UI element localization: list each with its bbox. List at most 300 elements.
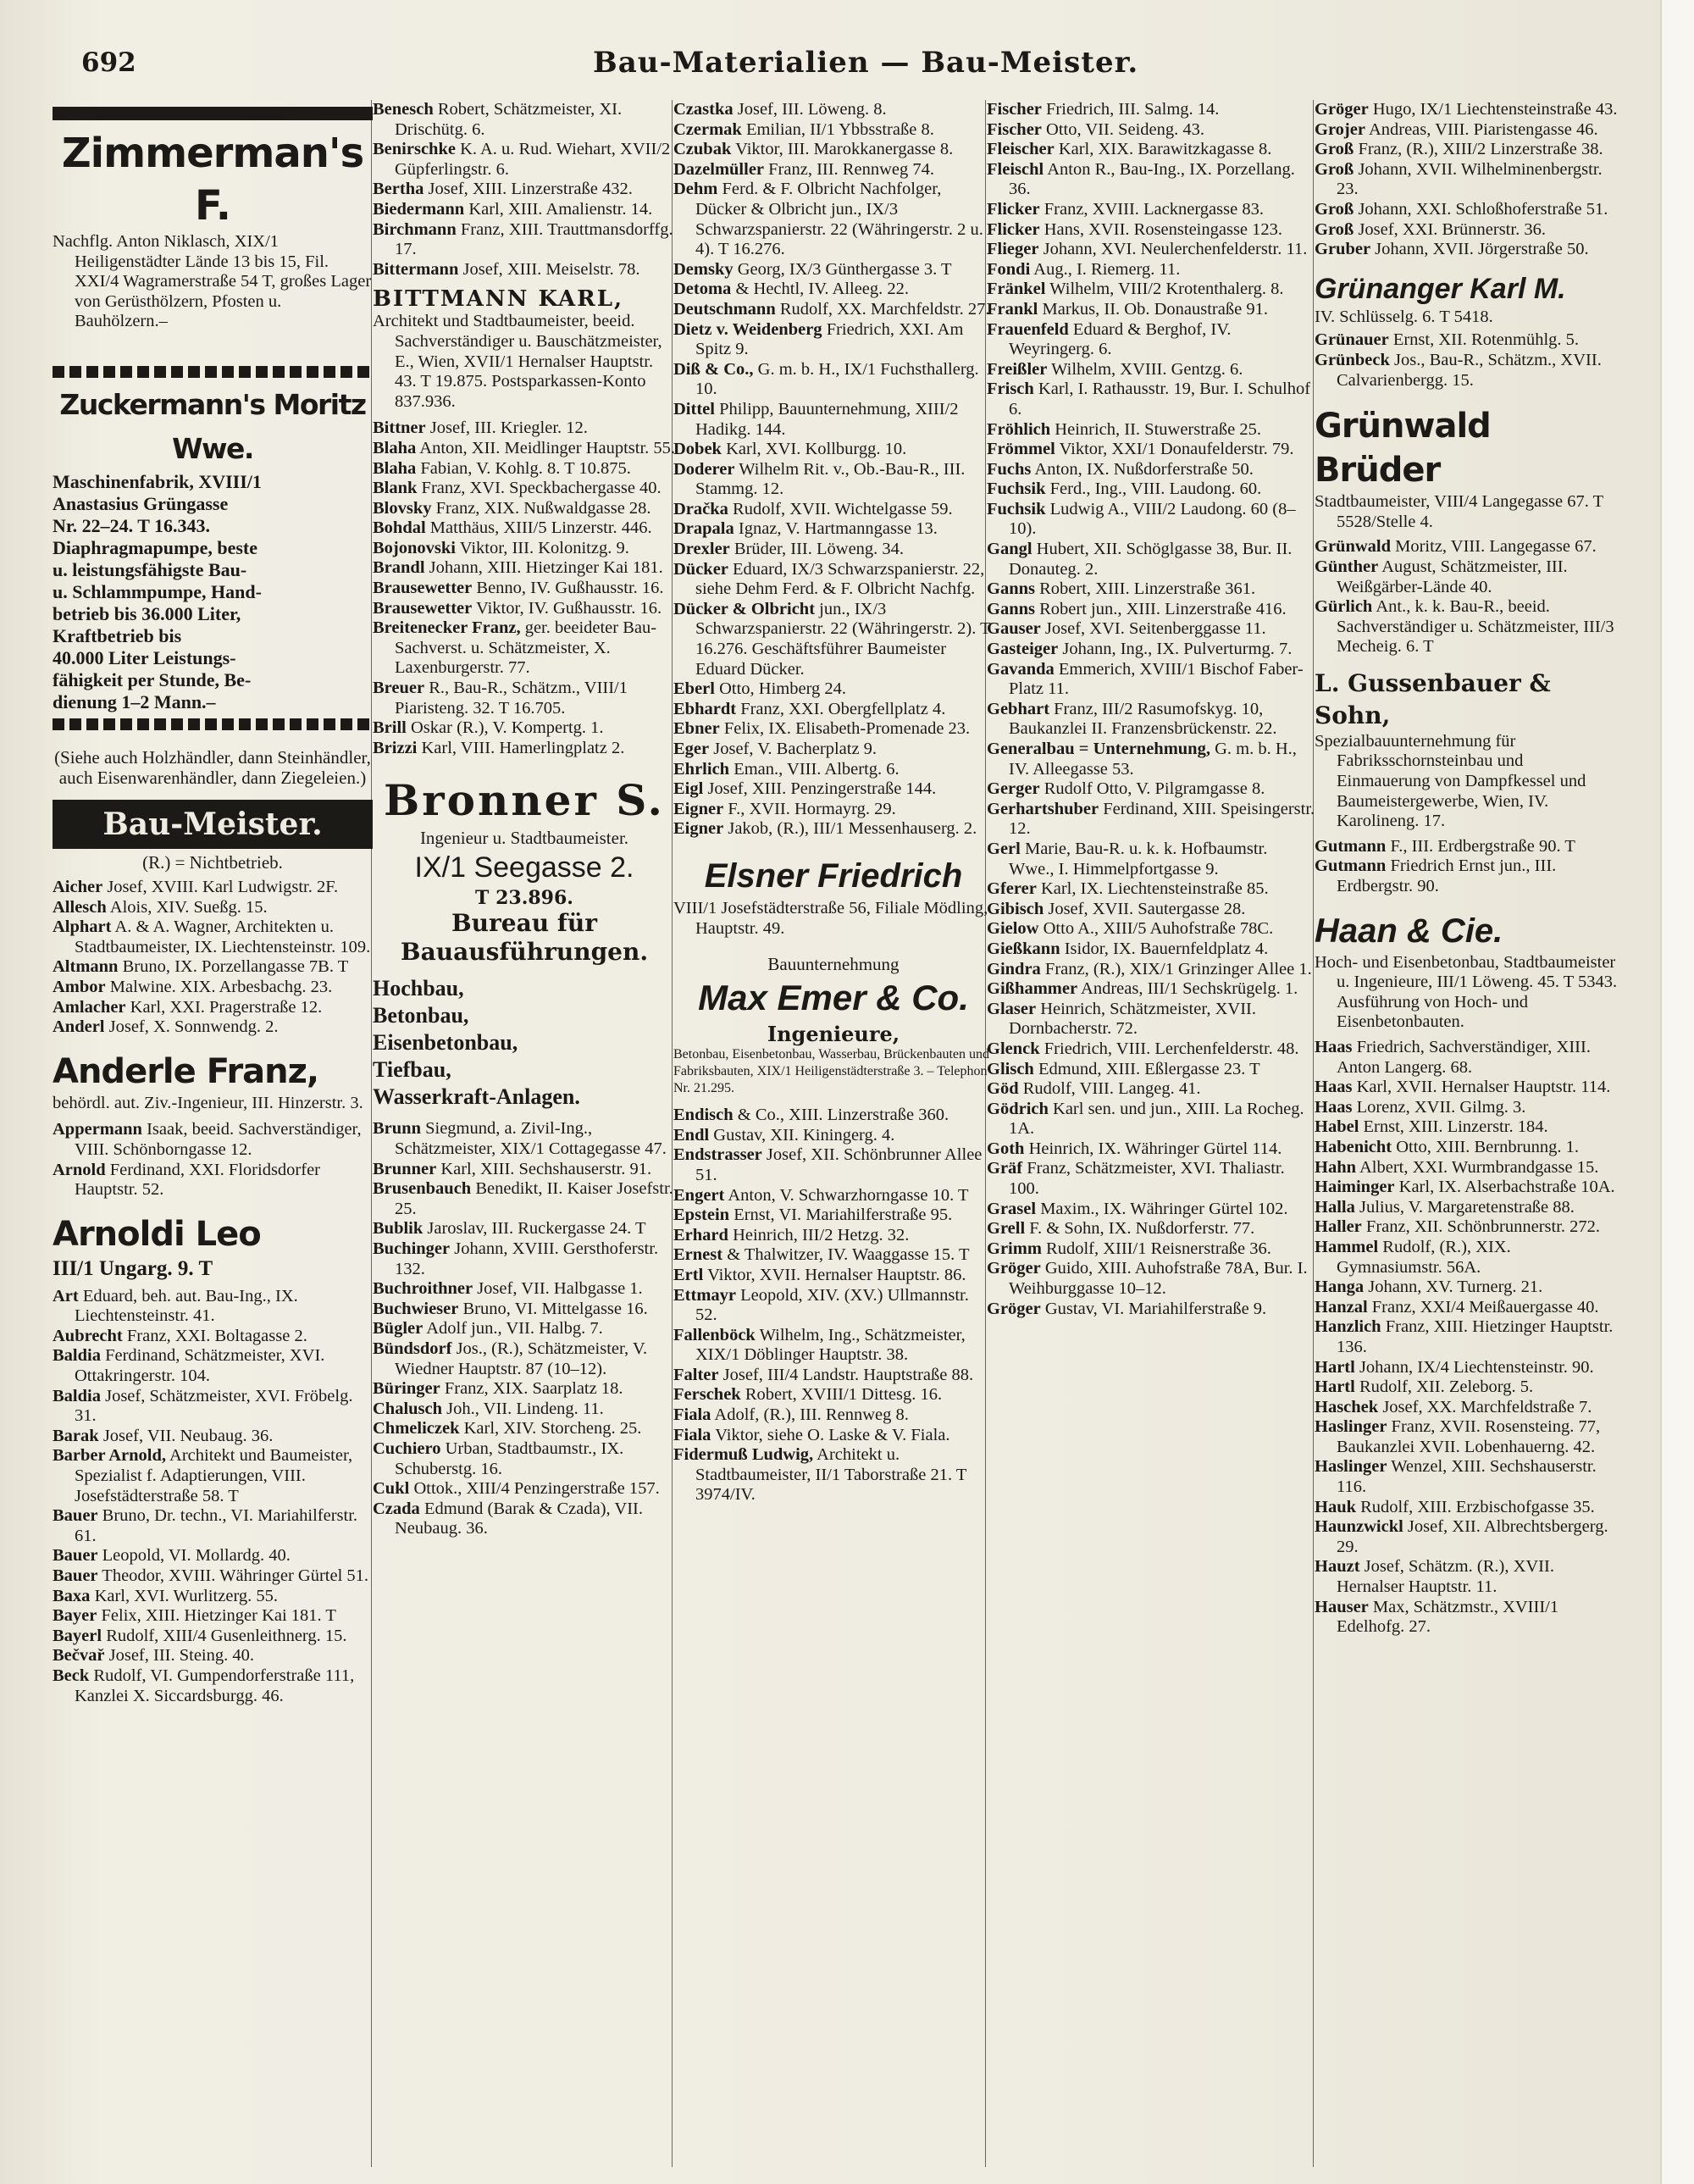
entry-details: Friedrich, Sachverständiger, XIII. Anton Langerg. 68. — [1337, 1038, 1591, 1077]
entry-details: Brüder, III. Löweng. 34. — [734, 540, 905, 559]
directory-entry — [1315, 1098, 1619, 1118]
entry-name: Baldia — [53, 1346, 101, 1366]
entry-name: Gröger — [987, 1259, 1041, 1278]
ad-text: III/1 Ungarg. 9. T — [53, 1256, 213, 1280]
page-heading: Bau-Materialien — Bau-Meister. — [593, 46, 1139, 80]
directory-entry — [1315, 120, 1619, 141]
directory-entry — [987, 779, 1315, 800]
entry-details: Franz, XIII. Hietzinger Hauptstr. 136. — [1337, 1317, 1614, 1356]
entry-details: Andreas, III/1 Sechskrügelg. 1. — [1081, 979, 1298, 999]
entry-list — [373, 419, 676, 758]
directory-entry — [53, 1627, 373, 1647]
entry-details: Josef, XVI. Seitenberggasse 11. — [1044, 619, 1266, 639]
directory-entry — [53, 1346, 373, 1386]
ad-rule — [53, 366, 373, 378]
column-1 — [53, 100, 373, 1706]
entry-name: Czada — [373, 1499, 420, 1518]
directory-entry — [1315, 837, 1619, 857]
entry-name: Dittel — [673, 399, 715, 419]
entry-details: Ignaz, V. Hartmanngasse 13. — [738, 519, 938, 539]
directory-entry — [987, 260, 1315, 280]
directory-entry — [987, 600, 1315, 620]
entry-name: Frömmel — [987, 440, 1055, 459]
entry-details: Josef, Schätzmeister, XVI. Fröbelg. 31. — [75, 1386, 353, 1426]
directory-entry — [673, 1405, 994, 1426]
entry-details: Josef, XIII. Meiselstr. 78. — [462, 259, 640, 279]
directory-entry — [373, 439, 676, 459]
entry-name: Gferer — [987, 879, 1037, 899]
directory-entry — [673, 100, 994, 120]
entry-details: Eduard, beh. aut. Bau-Ing., IX. Liechtensteinstr. 41. — [75, 1286, 298, 1326]
entry-name: Bauer — [53, 1546, 98, 1566]
entry-name: Engert — [673, 1185, 725, 1205]
ad-phone: T 23.896. — [475, 887, 573, 910]
directory-entry — [373, 499, 676, 519]
entry-details: Malwine. XIX. Arbesbachg. 23. — [109, 977, 333, 996]
entry-details: Viktor, III. Kolonitzg. 9. — [459, 538, 629, 557]
entry-details: Gustav, VI. Mariahilferstraße 9. — [1044, 1299, 1267, 1318]
entry-name: Gasteiger — [987, 640, 1059, 659]
entry-details: Ottok., XIII/4 Penzingerstraße 157. — [413, 1479, 660, 1499]
ad-title: Elsner Friedrich — [704, 856, 963, 895]
entry-details: Josef, XII. Albrechtsbergerg. 29. — [1337, 1517, 1608, 1556]
entry-name: Erhard — [673, 1225, 728, 1244]
directory-entry — [1315, 1317, 1619, 1357]
directory-entry — [673, 1326, 994, 1366]
entry-details: Johann, XXI. Schloßhoferstraße 51. — [1358, 199, 1608, 219]
entry-details: Josef, III. Kriegler. 12. — [429, 419, 588, 438]
directory-entry — [673, 1206, 994, 1226]
directory-entry — [53, 917, 373, 957]
entry-name: Dazelmüller — [673, 159, 765, 179]
legend-note: (R.) = Nichtbetrieb. — [142, 851, 283, 873]
entry-details: Wilhelm, XVIII. Gentzg. 6. — [1051, 359, 1243, 379]
directory-entry — [373, 220, 676, 260]
directory-entry — [373, 1319, 676, 1339]
ad-title: Haan & Cie. — [1315, 912, 1503, 950]
directory-entry — [673, 700, 994, 720]
entry-details: Karl, XVI. Kollburgg. 10. — [726, 440, 907, 459]
entry-name: Endl — [673, 1125, 710, 1145]
ad-text: Stadtbaumeister, VIII/4 Langegasse 67. T 5528/Stelle 4. — [1315, 492, 1603, 531]
directory-entry — [987, 300, 1315, 320]
entry-name: Cuchiero — [373, 1438, 441, 1458]
ad-text: VIII/1 Josefstädterstraße 56, Filiale Mödling, Hauptstr. 49. — [673, 898, 988, 938]
entry-details: Karl, XVII. Hernalser Hauptstr. 114. — [1356, 1078, 1611, 1097]
directory-entry — [53, 1587, 373, 1607]
entry-details: Johann, XIII. Hietzinger Kai 181. — [429, 558, 663, 578]
ad-line: Anastasius Grüngasse — [53, 492, 229, 514]
entry-name: Haslinger — [1315, 1457, 1387, 1477]
entry-name: Frauenfeld — [987, 319, 1069, 339]
directory-entry — [987, 160, 1315, 200]
directory-entry — [673, 1366, 994, 1386]
entry-details: Johann, XVI. Neulerchenfelderstr. 11. — [1043, 240, 1308, 259]
entry-details: Robert, Schätzmeister, XI. Drischütg. 6. — [395, 100, 623, 139]
entry-details: Felix, XIII. Hietzinger Kai 181. T — [101, 1606, 336, 1626]
entry-name: Epstein — [673, 1206, 730, 1225]
entry-name: Grell — [987, 1219, 1026, 1239]
ad-zuckermann — [53, 383, 373, 713]
directory-entry — [1315, 240, 1619, 260]
entry-details: Julius, V. Margaretenstraße 88. — [1359, 1197, 1575, 1217]
entry-name: Fränkel — [987, 280, 1046, 299]
entry-details: Karl, XIII. Amalienstr. 14. — [468, 199, 653, 219]
directory-entry — [987, 879, 1315, 900]
entry-name: Fallenböck — [673, 1325, 756, 1344]
entry-name: Gerl — [987, 839, 1021, 858]
entry-name: Brizzi — [373, 738, 418, 757]
directory-entry — [373, 1499, 676, 1539]
entry-name: Grünbeck — [1315, 350, 1390, 369]
directory-entry — [673, 1106, 994, 1126]
directory-entry — [673, 1445, 994, 1505]
directory-entry — [53, 1120, 373, 1160]
directory-entry — [1315, 1217, 1619, 1238]
directory-entry — [1315, 1298, 1619, 1318]
entry-name: Ettmayr — [673, 1285, 737, 1305]
directory-entry — [53, 998, 373, 1018]
ad-services — [373, 975, 676, 1111]
directory-entry — [53, 1566, 373, 1587]
entry-name: Freißler — [987, 359, 1048, 379]
entry-name: Dračka — [673, 499, 728, 518]
entry-name: Groß — [1315, 159, 1354, 179]
directory-entry — [373, 200, 676, 220]
entry-name: Hauzt — [1315, 1557, 1360, 1577]
ad-title: Max Emer & Co. — [698, 978, 969, 1018]
ad-address: IX/1 Seegasse 2. — [414, 851, 634, 884]
entry-details: Aug., I. Riemerg. 11. — [1033, 259, 1181, 279]
entry-name: Dehm — [673, 180, 718, 199]
entry-details: Franz, XXI/4 Meißauergasse 40. — [1371, 1297, 1599, 1316]
directory-entry — [987, 1060, 1315, 1080]
entry-name: Bittermann — [373, 259, 459, 279]
entry-name: Haiminger — [1315, 1178, 1395, 1197]
entry-details: Moritz, VIII. Langegasse 67. — [1395, 537, 1597, 557]
entry-name: Eigl — [673, 779, 704, 799]
entry-name: Birchmann — [373, 219, 457, 239]
entry-details: Heinrich, IX. Währinger Gürtel 114. — [1028, 1139, 1282, 1158]
entry-details: Anton, IX. Nußdorferstraße 50. — [1034, 459, 1254, 479]
directory-entry — [1315, 1238, 1619, 1278]
entry-details: Markus, II. Ob. Donaustraße 91. — [1042, 299, 1268, 319]
entry-list — [373, 1119, 676, 1538]
ad-title: Bronner S. — [384, 775, 665, 826]
directory-entry — [987, 700, 1315, 740]
entry-name: Brandl — [373, 558, 425, 578]
entry-details: Eduard, IX/3 Schwarzspanierstr. 22, siehe Dehm Ferd. & F. Olbricht Nachfg. — [695, 559, 985, 599]
directory-entry — [373, 1239, 676, 1279]
directory-entry — [673, 1286, 994, 1326]
ad-title: Zimmerman's F. — [61, 130, 364, 230]
entry-name: Glisch — [987, 1059, 1034, 1078]
directory-entry — [987, 640, 1315, 660]
entry-details: Otto, Himberg 24. — [719, 679, 847, 699]
entry-details: Jakob, (R.), III/1 Messenhauserg. 2. — [728, 819, 977, 839]
entry-name: Hanzal — [1315, 1297, 1368, 1316]
directory-entry — [1315, 537, 1619, 557]
entry-name: Günther — [1315, 557, 1379, 576]
ad-text: Nachflg. Anton Niklasch, XIX/1 Heiligenstädter Lände 13 bis 15, Fil. XXI/4 Wagramerstraße 54 T, großes Lager von Gerüsthölzern, Pfosten u. Bauhölzern.– — [53, 232, 372, 331]
entry-name: Ambor — [53, 977, 106, 996]
entry-name: Bublik — [373, 1219, 424, 1239]
directory-entry — [987, 800, 1315, 840]
entry-details: Josef, XX. Marchfeldstraße 7. — [1382, 1397, 1592, 1416]
entry-name: Detoma — [673, 280, 732, 299]
entry-name: Blaha — [373, 458, 417, 478]
directory-entry — [53, 898, 373, 918]
directory-entry — [673, 719, 994, 740]
entry-details: Siegmund, a. Zivil-Ing., Schätzmeister, XIX/1 Cottagegasse 47. — [395, 1119, 667, 1158]
ad-line: Nr. 22–24. T 16.343. — [53, 514, 211, 536]
directory-entry — [673, 1245, 994, 1266]
directory-entry — [673, 560, 994, 600]
entry-name: Halla — [1315, 1197, 1355, 1217]
directory-entry — [987, 120, 1315, 141]
entry-name: Glaser — [987, 999, 1037, 1018]
entry-details: Gustav, XII. Kiningerg. 4. — [713, 1125, 895, 1145]
entry-name: Ebner — [673, 719, 720, 739]
ad-line: Wasserkraft-Anlagen. — [373, 1084, 580, 1110]
entry-name: Flicker — [987, 219, 1040, 239]
ad-line: Hochbau, — [373, 976, 464, 1001]
entry-list — [1315, 330, 1619, 391]
entry-details: Rudolf, XIII/4 Gusenleithnerg. 15. — [106, 1626, 347, 1645]
entry-details: Wilhelm Rit. v., Ob.-Bau-R., III. Stammg. 12. — [695, 459, 966, 499]
directory-entry — [987, 1219, 1315, 1239]
entry-name: Haas — [1315, 1097, 1353, 1117]
directory-entry — [53, 1387, 373, 1427]
directory-entry — [673, 519, 994, 540]
directory-entry — [987, 140, 1315, 160]
entry-name: Gibisch — [987, 899, 1044, 918]
directory-entry — [373, 1479, 676, 1499]
entry-name: Fidermuß Ludwig, — [673, 1445, 814, 1465]
directory-entry — [1315, 1377, 1619, 1398]
entry-details: Architekt u. Stadtbaumeister, II/1 Taborstraße 21. T 3974/IV. — [695, 1445, 966, 1505]
column-2 — [373, 100, 676, 1539]
directory-entry — [673, 800, 994, 820]
directory-entry — [673, 120, 994, 141]
page-number: 692 — [81, 47, 136, 78]
entry-name: Glenck — [987, 1039, 1040, 1058]
entry-details: Karl sen. und jun., XIII. La Rocheg. 1A. — [1009, 1099, 1304, 1139]
entry-list — [1315, 1038, 1619, 1638]
entry-details: Robert jun., XIII. Linzerstraße 416. — [1039, 599, 1287, 618]
entry-name: Gindra — [987, 959, 1041, 978]
entry-name: Drexler — [673, 540, 730, 559]
entry-name: Fischer — [987, 119, 1042, 139]
entry-details: Karl, IX. Liechtensteinstraße 85. — [1040, 879, 1269, 899]
directory-entry — [673, 1186, 994, 1206]
entry-name: Gerhartshuber — [987, 799, 1099, 818]
directory-entry — [373, 180, 676, 200]
ad-bittmann — [373, 286, 676, 412]
directory-entry — [53, 1666, 373, 1706]
entry-details: Rudolf, XII. Zeleborg. 5. — [1359, 1377, 1534, 1397]
entry-name: Brunn — [373, 1119, 421, 1139]
entry-details: Franz, XII. Schönbrunnerstr. 272. — [1365, 1217, 1601, 1237]
entry-details: Franz, III. Rennweg 74. — [768, 159, 934, 179]
entry-details: Viktor, III. Marokkanergasse 8. — [735, 140, 954, 159]
entry-name: Doderer — [673, 459, 735, 479]
directory-entry — [373, 1400, 676, 1420]
entry-name: Generalbau = Unternehmung, — [987, 740, 1210, 758]
directory-entry — [373, 260, 676, 280]
entry-name: Appermann — [53, 1120, 142, 1139]
entry-details: Franz, (R.), XIII/2 Linzerstraße 38. — [1358, 140, 1603, 159]
directory-entry — [373, 539, 676, 559]
entry-name: Breuer — [373, 679, 425, 698]
entry-details: Rudolf, XIII. Erzbischofgasse 35. — [1360, 1497, 1595, 1516]
entry-list — [53, 1287, 373, 1706]
entry-details: Leopold, VI. Mollardg. 40. — [102, 1546, 291, 1566]
entry-name: Barber Arnold, — [53, 1446, 167, 1466]
ad-grunanger — [1315, 270, 1619, 328]
entry-details: Ant., k. k. Bau-R., beeid. Sachverständiger u. Schätzmeister, III/3 Mecheig. 6. T — [1337, 597, 1614, 657]
directory-entry — [1315, 1358, 1619, 1378]
directory-entry — [673, 180, 994, 259]
directory-entry — [1315, 856, 1619, 896]
directory-entry — [1315, 100, 1619, 120]
directory-entry — [53, 1506, 373, 1546]
entry-name: Biedermann — [373, 199, 465, 219]
entry-name: Bečvař — [53, 1646, 105, 1666]
directory-entry — [987, 100, 1315, 120]
entry-details: Wilhelm, VIII/2 Krotenthalerg. 8. — [1049, 280, 1284, 299]
directory-entry — [987, 1259, 1315, 1299]
directory-entry — [1315, 557, 1619, 597]
entry-details: Georg, IX/3 Günthergasse 3. T — [737, 259, 952, 279]
entry-details: Josef, XIII. Linzerstraße 432. — [428, 180, 633, 199]
directory-entry — [987, 1200, 1315, 1220]
directory-entry — [373, 1279, 676, 1300]
entry-name: Hanga — [1315, 1278, 1365, 1297]
entry-name: Blovsky — [373, 498, 432, 518]
directory-entry — [673, 460, 994, 500]
entry-name: Ehrlich — [673, 759, 730, 779]
entry-details: Friedrich, III. Salmg. 14. — [1046, 100, 1220, 119]
ad-line: Maschinenfabrik, XVIII/1 — [53, 470, 262, 492]
entry-details: Oskar (R.), V. Kompertg. 1. — [410, 718, 604, 738]
entry-name: Czastka — [673, 100, 734, 119]
directory-entry — [373, 558, 676, 579]
entry-details: Franz, XIX. Nußwaldgasse 28. — [435, 498, 651, 518]
entry-name: Bohdal — [373, 518, 426, 538]
entry-details: Marie, Bau-R. u. k. k. Hofbaumstr. Wwe., I. Himmelpfortgasse 9. — [1009, 839, 1268, 879]
directory-entry — [1315, 1457, 1619, 1497]
entry-details: Leopold, XIV. (XV.) Ullmannstr. 52. — [695, 1285, 969, 1325]
entry-name: Fiala — [673, 1405, 711, 1425]
ad-subtitle: Ingenieure, — [767, 1022, 900, 1047]
entry-details: Robert, XIII. Linzerstraße 361. — [1039, 579, 1256, 599]
entry-details: Friedrich, VIII. Lerchenfelderstr. 48. — [1044, 1039, 1299, 1058]
directory-entry — [673, 360, 994, 400]
entry-name: Falter — [673, 1365, 719, 1384]
directory-entry — [987, 420, 1315, 441]
entry-name: Haas — [1315, 1038, 1353, 1056]
entry-name: Grojer — [1315, 119, 1365, 139]
entry-details: Josef, XIII. Penzingerstraße 144. — [707, 779, 937, 799]
entry-name: Brill — [373, 718, 407, 738]
entry-name: Fröhlich — [987, 419, 1051, 439]
see-also-note: (Siehe auch Holzhändler, dann Steinhändler, auch Eisenwarenhändler, dann Ziegeleien.) — [54, 746, 371, 788]
entry-name: Büringer — [373, 1379, 440, 1399]
ad-line: betrieb bis 36.000 Liter, — [53, 602, 241, 624]
directory-entry — [987, 280, 1315, 300]
directory-entry — [373, 1179, 676, 1219]
directory-entry — [373, 100, 676, 140]
entry-name: Arnold — [53, 1160, 106, 1179]
directory-entry — [673, 140, 994, 160]
entry-details: Josef, III. Steing. 40. — [108, 1646, 254, 1666]
entry-details: Rudolf Otto, V. Pilgramgasse 8. — [1044, 779, 1265, 799]
directory-entry — [373, 1300, 676, 1320]
entry-name: Dietz v. Weidenberg — [673, 319, 822, 339]
entry-name: Anderl — [53, 1017, 105, 1037]
directory-entry — [1315, 1178, 1619, 1198]
entry-list — [53, 878, 373, 1038]
entry-name: Frankl — [987, 299, 1038, 319]
entry-details: A. & A. Wagner, Architekten u. Stadtbaumeister, IX. Liechtensteinstr. 109. — [75, 917, 371, 956]
entry-details: Emilian, II/1 Ybbsstraße 8. — [745, 119, 934, 139]
directory-entry — [987, 940, 1315, 960]
entry-details: Ferd., Ing., VIII. Laudong. 60. — [1049, 479, 1262, 499]
entry-name: Endstrasser — [673, 1145, 762, 1165]
directory-entry — [1315, 160, 1619, 200]
entry-name: Blank — [373, 479, 418, 498]
directory-entry — [987, 540, 1315, 579]
entry-name: Brausewetter — [373, 598, 473, 618]
entry-name: Hauser — [1315, 1597, 1369, 1616]
entry-details: Edmund (Barak & Czada), VII. Neubaug. 36. — [395, 1499, 644, 1538]
entry-name: Cukl — [373, 1479, 410, 1499]
entry-details: Robert, XVIII/1 Dittesg. 16. — [745, 1385, 943, 1405]
entry-details: Philipp, Bauunternehmung, XIII/2 Hadikg. 144. — [695, 399, 959, 439]
directory-entry — [53, 1606, 373, 1627]
entry-details: Heinrich, II. Stuwerstraße 25. — [1055, 419, 1261, 439]
directory-entry — [373, 579, 676, 599]
entry-name: Ebhardt — [673, 699, 737, 718]
entry-name: Brausewetter — [373, 579, 473, 598]
entry-details: Hans, XVII. Rosensteingasse 123. — [1044, 219, 1283, 239]
ad-title: Grünwald Brüder — [1315, 407, 1491, 491]
directory-entry — [1315, 1117, 1619, 1138]
entry-name: Eger — [673, 740, 710, 758]
ad-text: behördl. aut. Ziv.-Ingenieur, III. Hinzerstr. 3. — [53, 1093, 363, 1112]
ad-line: Bureau für — [451, 909, 597, 938]
ad-rule — [53, 107, 373, 120]
entry-details: K. A. u. Rud. Wiehart, XVII/2 Güpferlingstr. 6. — [395, 140, 671, 179]
directory-entry — [373, 518, 676, 539]
entry-details: Karl, I. Rathausstr. 19, Bur. I. Schulhof 6. — [1009, 380, 1311, 419]
entry-details: Albert, XXI. Wurmbrandgasse 15. — [1359, 1157, 1599, 1177]
entry-details: Ferd. & F. Olbricht Nachfolger, Dücker & Olbricht jun., IX/3 Schwarzspanierstr. 22 (Währingerstr. 2 u. 4). T 16.276. — [695, 180, 983, 259]
entry-details: Ludwig A., VIII/2 Laudong. 60 (8–10). — [1009, 499, 1296, 539]
entry-details: Max, Schätzmstr., XVIII/1 Edelhofg. 27. — [1337, 1597, 1559, 1637]
directory-entry — [373, 739, 676, 759]
entry-name: Groß — [1315, 199, 1354, 219]
ad-title: Arnoldi Leo — [53, 1214, 261, 1254]
entry-name: Fischer — [987, 100, 1042, 119]
entry-details: Matthäus, XIII/5 Linzerstr. 446. — [429, 518, 652, 538]
entry-details: Franz, XXI. Obergfellplatz 4. — [740, 699, 946, 718]
entry-details: Josef, III/4 Landstr. Hauptstraße 88. — [722, 1365, 974, 1384]
directory-entry — [987, 240, 1315, 260]
entry-details: Franz, XIX. Saarplatz 18. — [444, 1379, 623, 1399]
ad-bronner — [373, 773, 676, 1111]
